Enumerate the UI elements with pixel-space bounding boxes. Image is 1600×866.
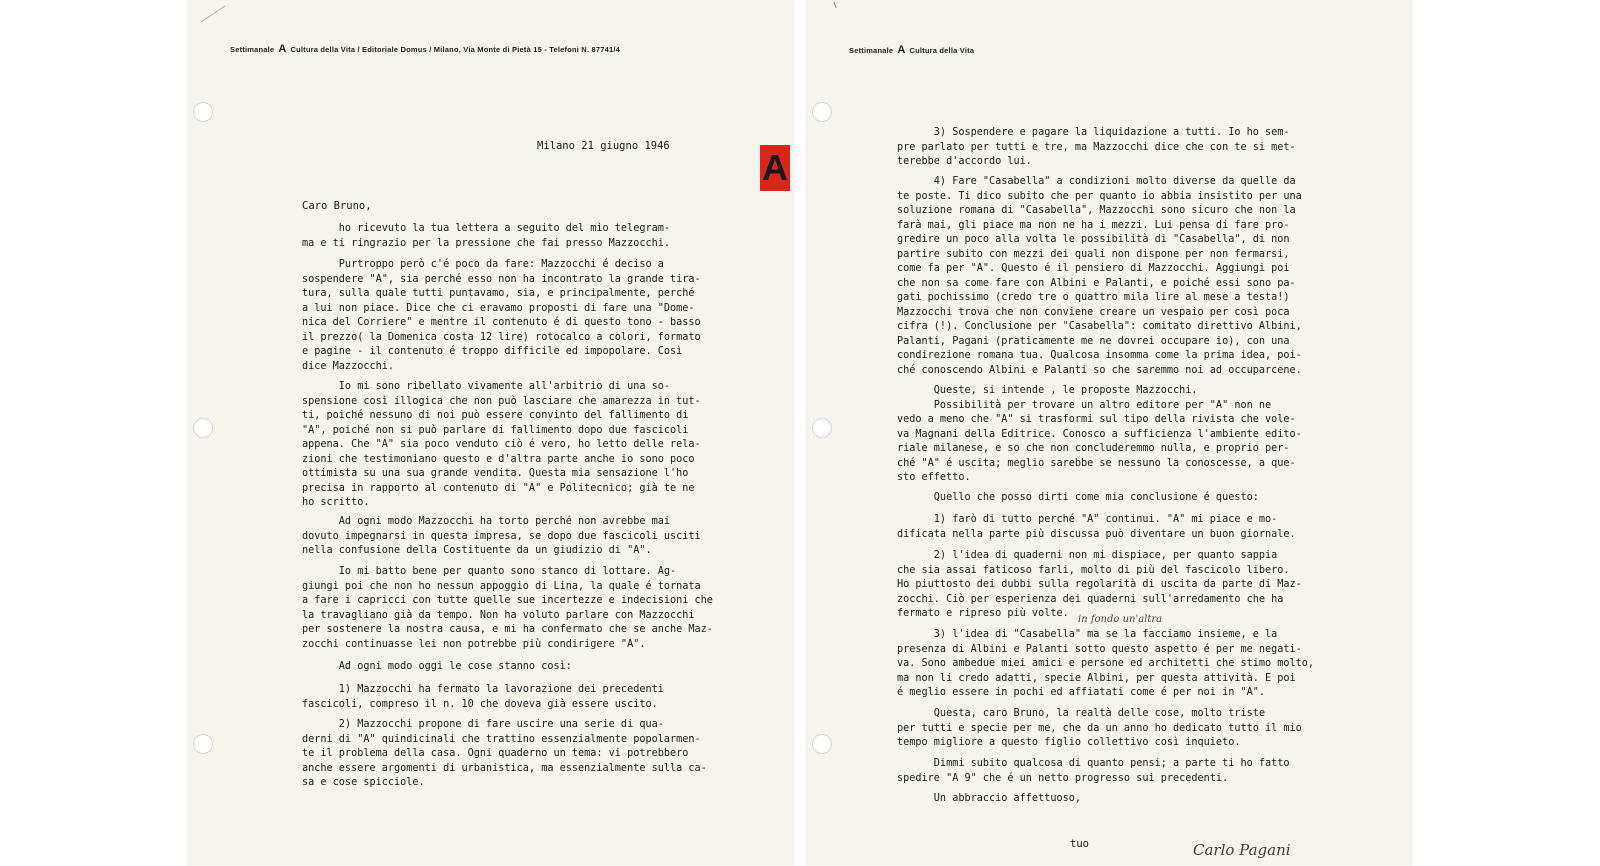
punch-hole — [812, 102, 832, 122]
paragraph: Quello che posso dirti come mia conclusione é questo: — [897, 492, 1259, 503]
red-a-badge: A — [760, 145, 790, 191]
paragraph: Queste, si intende , le proposte Mazzocchi. Possibilità per trovare un altro editore per "A" non ne vedo a meno che "A" si trasformi sul tipo della rivista che vole- va Magnani della Editrice. Conosco a sufficienza l'ambiente edito- riale milanese, e so che non concluderemmo nulla, e proprio per- ché "A" é uscita; meglio sarebbe se nessuno la conoscesse, a que- sto effetto. — [897, 385, 1302, 483]
paragraph: 3) l'idea di "Casabella" ma se la facciamo insieme, e la presenza di Albini e Palanti sotto questo aspetto é per me negati- va. Sono ambedue miei amici e persone ed architetti che stimo molto, ma non li credo adatti, specie Albini, per questa attività. E poi é meglio essere in pochi ed affiatati come é per noi in "A". — [897, 629, 1315, 698]
paragraph: 2) l'idea di quaderni non mi dispiace, per quanto sappia che sia assai faticoso farli, molto di più del fascicolo libero. Ho piuttosto dei dubbi sulla regolarità di uscita da parte di Maz- zocchi. Ciò per esperienza dei quaderni sull'arredamento che ha fermato e ripreso più volte. — [897, 550, 1302, 619]
letterhead-prefix: Settimanale — [849, 46, 894, 55]
handwritten-signature — [1191, 838, 1301, 860]
punch-hole — [812, 734, 832, 754]
paragraph: Ad ogni modo oggi le cose stanno così: — [302, 661, 572, 672]
pen-mark — [187, 0, 247, 30]
paragraph: 1) Mazzocchi ha fermato la lavorazione dei precedenti fascicoli, compreso il n. 10 che doveva già essere uscito. — [302, 684, 664, 710]
closing-word: tuo — [1070, 838, 1089, 850]
paragraph: Io mi batto bene per quanto sono stanco di lottare. Ag- giungi poi che non ho nessun appoggio di Lina, la quale é tornata a fare i capricci con tutte quelle sue incertezze e indecisioni che la travagliano già da tempo. Non ha voluto parlare con Mazzocchi per sostenere la nostra causa, e mi ha confermato che se anche Maz- zocchi continuasse lei non potrebbe più condirigere "A". — [302, 566, 713, 650]
letterhead-text: Cultura della Vita — [909, 46, 975, 55]
svg-text:in fondo un'altra: in fondo un'altra — [1078, 614, 1163, 625]
punch-hole — [812, 418, 832, 438]
punch-hole — [193, 734, 213, 754]
paragraph: Dimmi subito qualcosa di quanto pensi; a parte ti ho fatto spedire "A 9" che é un netto progresso sui precedenti. — [897, 758, 1290, 784]
paragraph: 4) Fare "Casabella" a condizioni molto diverse da quelle da te poste. Ti dico subito che per quanto io abbia insistito per una soluzione romana di "Casabella", Mazzocchi sono sicuro che non la farà mai, gli piace ma non ne ha i mezzi. Lui pensa di fare pro- gredire un poco alla volta le possibilità di "Casabella", di non partire subito con mezzi dei quali non dispone per non fermarsi, come fa per "A". Questo é il pensiero di Mazzocchi. Aggiungi poi che non sa come fare con Albini e Palanti, e poiché essi sono pa- gati pochissimo (credo tre o quattro mila lire al mese a testa!) Mazzocchi trova che non conviene creare un vespaio per così poca cifra (!). Conclusione per "Casabella": comitato direttivo Albini, Palanti, Pagani (praticamente me ne dovrei occupare io), con una condirezione romana tua. Qualcosa insomma come la prima idea, poi- ché conoscendo Albini e Palanti so che saremmo noi ad occuparcene. — [897, 176, 1302, 376]
paragraph: Io mi sono ribellato vivamente all'arbitrio di una so- spensione così illogica che non può lasciare che amarezza in tut- ti, poiché nessuno di noi può essere convinto del fallimento di "A", poiché non si può parlare di fallimento dopo due fascicoli appena. Che "A" sia poco venduto ciò é vero, ho letto delle rela- zioni che testimoniano questo e d'altra parte anche io sono poco ottimista su una sua grande vendita. Questa mia sensazione l'ho precisa in rapporto al contenuto di "A" e Politecnico; già te ne ho scritto. — [302, 381, 701, 508]
paragraph: Un abbraccio affettuoso, — [897, 793, 1082, 804]
paragraph: 3) Sospendere e pagare la liquidazione a tutti. Io ho sem- pre parlato per tutti e tre, ma Mazzocchi dice che con te si met- terebbe d'accordo lui. — [897, 127, 1296, 167]
pen-mark — [806, 0, 866, 30]
paragraph: ho ricevuto la tua lettera a seguito del mio telegram- ma e ti ringrazio per la pressione che fai presso Mazzocchi. — [302, 223, 671, 249]
paragraph: Purtroppo però c'é poco da fare: Mazzocchi é deciso a sospendere "A", sia perché esso non ha incontrato la grande tira- tura, sulla quale tutti puntavamo, sia, e principalmente, perché a lui non piace. Dice che ci eravamo proposti di fare una "Dome- nica del Corriere" e mentre il contenuto é di questo tono - basso il prezzo( la Domenica costa 12 lire) rotocalco a colori, formato e pagine - il contenuto é troppo difficile ed impopolare. Così dice Mazzocchi. — [302, 259, 701, 372]
letterhead-logo: A — [897, 44, 906, 56]
letter-page-2 — [806, 0, 1412, 866]
paragraph: 1) farò di tutto perché "A" continui. "A" mi piace e mo- dificata nella parte più discussa può diventare un buon giornale. — [897, 514, 1296, 540]
letterhead-text: Cultura della Vita / Editoriale Domus / Milano, Via Monte di Pietà 15 - Telefoni N. 87741/4 — [290, 45, 620, 54]
handwritten-insert — [1076, 610, 1196, 626]
paragraph: Ad ogni modo Mazzocchi ha torto perché non avrebbe mai dovuto impegnarsi in questa impresa, se dopo due fascicoli usciti nella confusione della Costituente da un giudizio di "A". — [302, 516, 701, 556]
letterhead — [849, 44, 974, 56]
paragraph: Questa, caro Bruno, la realtà delle cose, molto triste per tutti e specie per me, che da un anno ho dedicato tutto il mio tempo migliore a questo figlio collettivo così inquieto. — [897, 708, 1302, 748]
punch-hole — [193, 418, 213, 438]
letterhead-logo: A — [278, 43, 287, 55]
letter-date: Milano 21 giugno 1946 — [537, 140, 670, 152]
punch-hole — [193, 102, 213, 122]
letterhead-prefix: Settimanale — [230, 45, 275, 54]
letter-page-1 — [187, 0, 794, 866]
paragraph: 2) Mazzocchi propone di fare uscire una serie di qua- derni di "A" quindicinali che trattino essenzialmente popolarmen- te il problema della casa. Ogni quaderno un tema: vi potrebbero anche essere argomenti di urbanistica, ma essenzialmente sulla ca- sa e cose spicciole. — [302, 719, 707, 788]
salutation: Caro Bruno, — [302, 200, 372, 212]
letterhead — [230, 43, 620, 55]
svg-text:Carlo Pagani: Carlo Pagani — [1193, 841, 1291, 859]
